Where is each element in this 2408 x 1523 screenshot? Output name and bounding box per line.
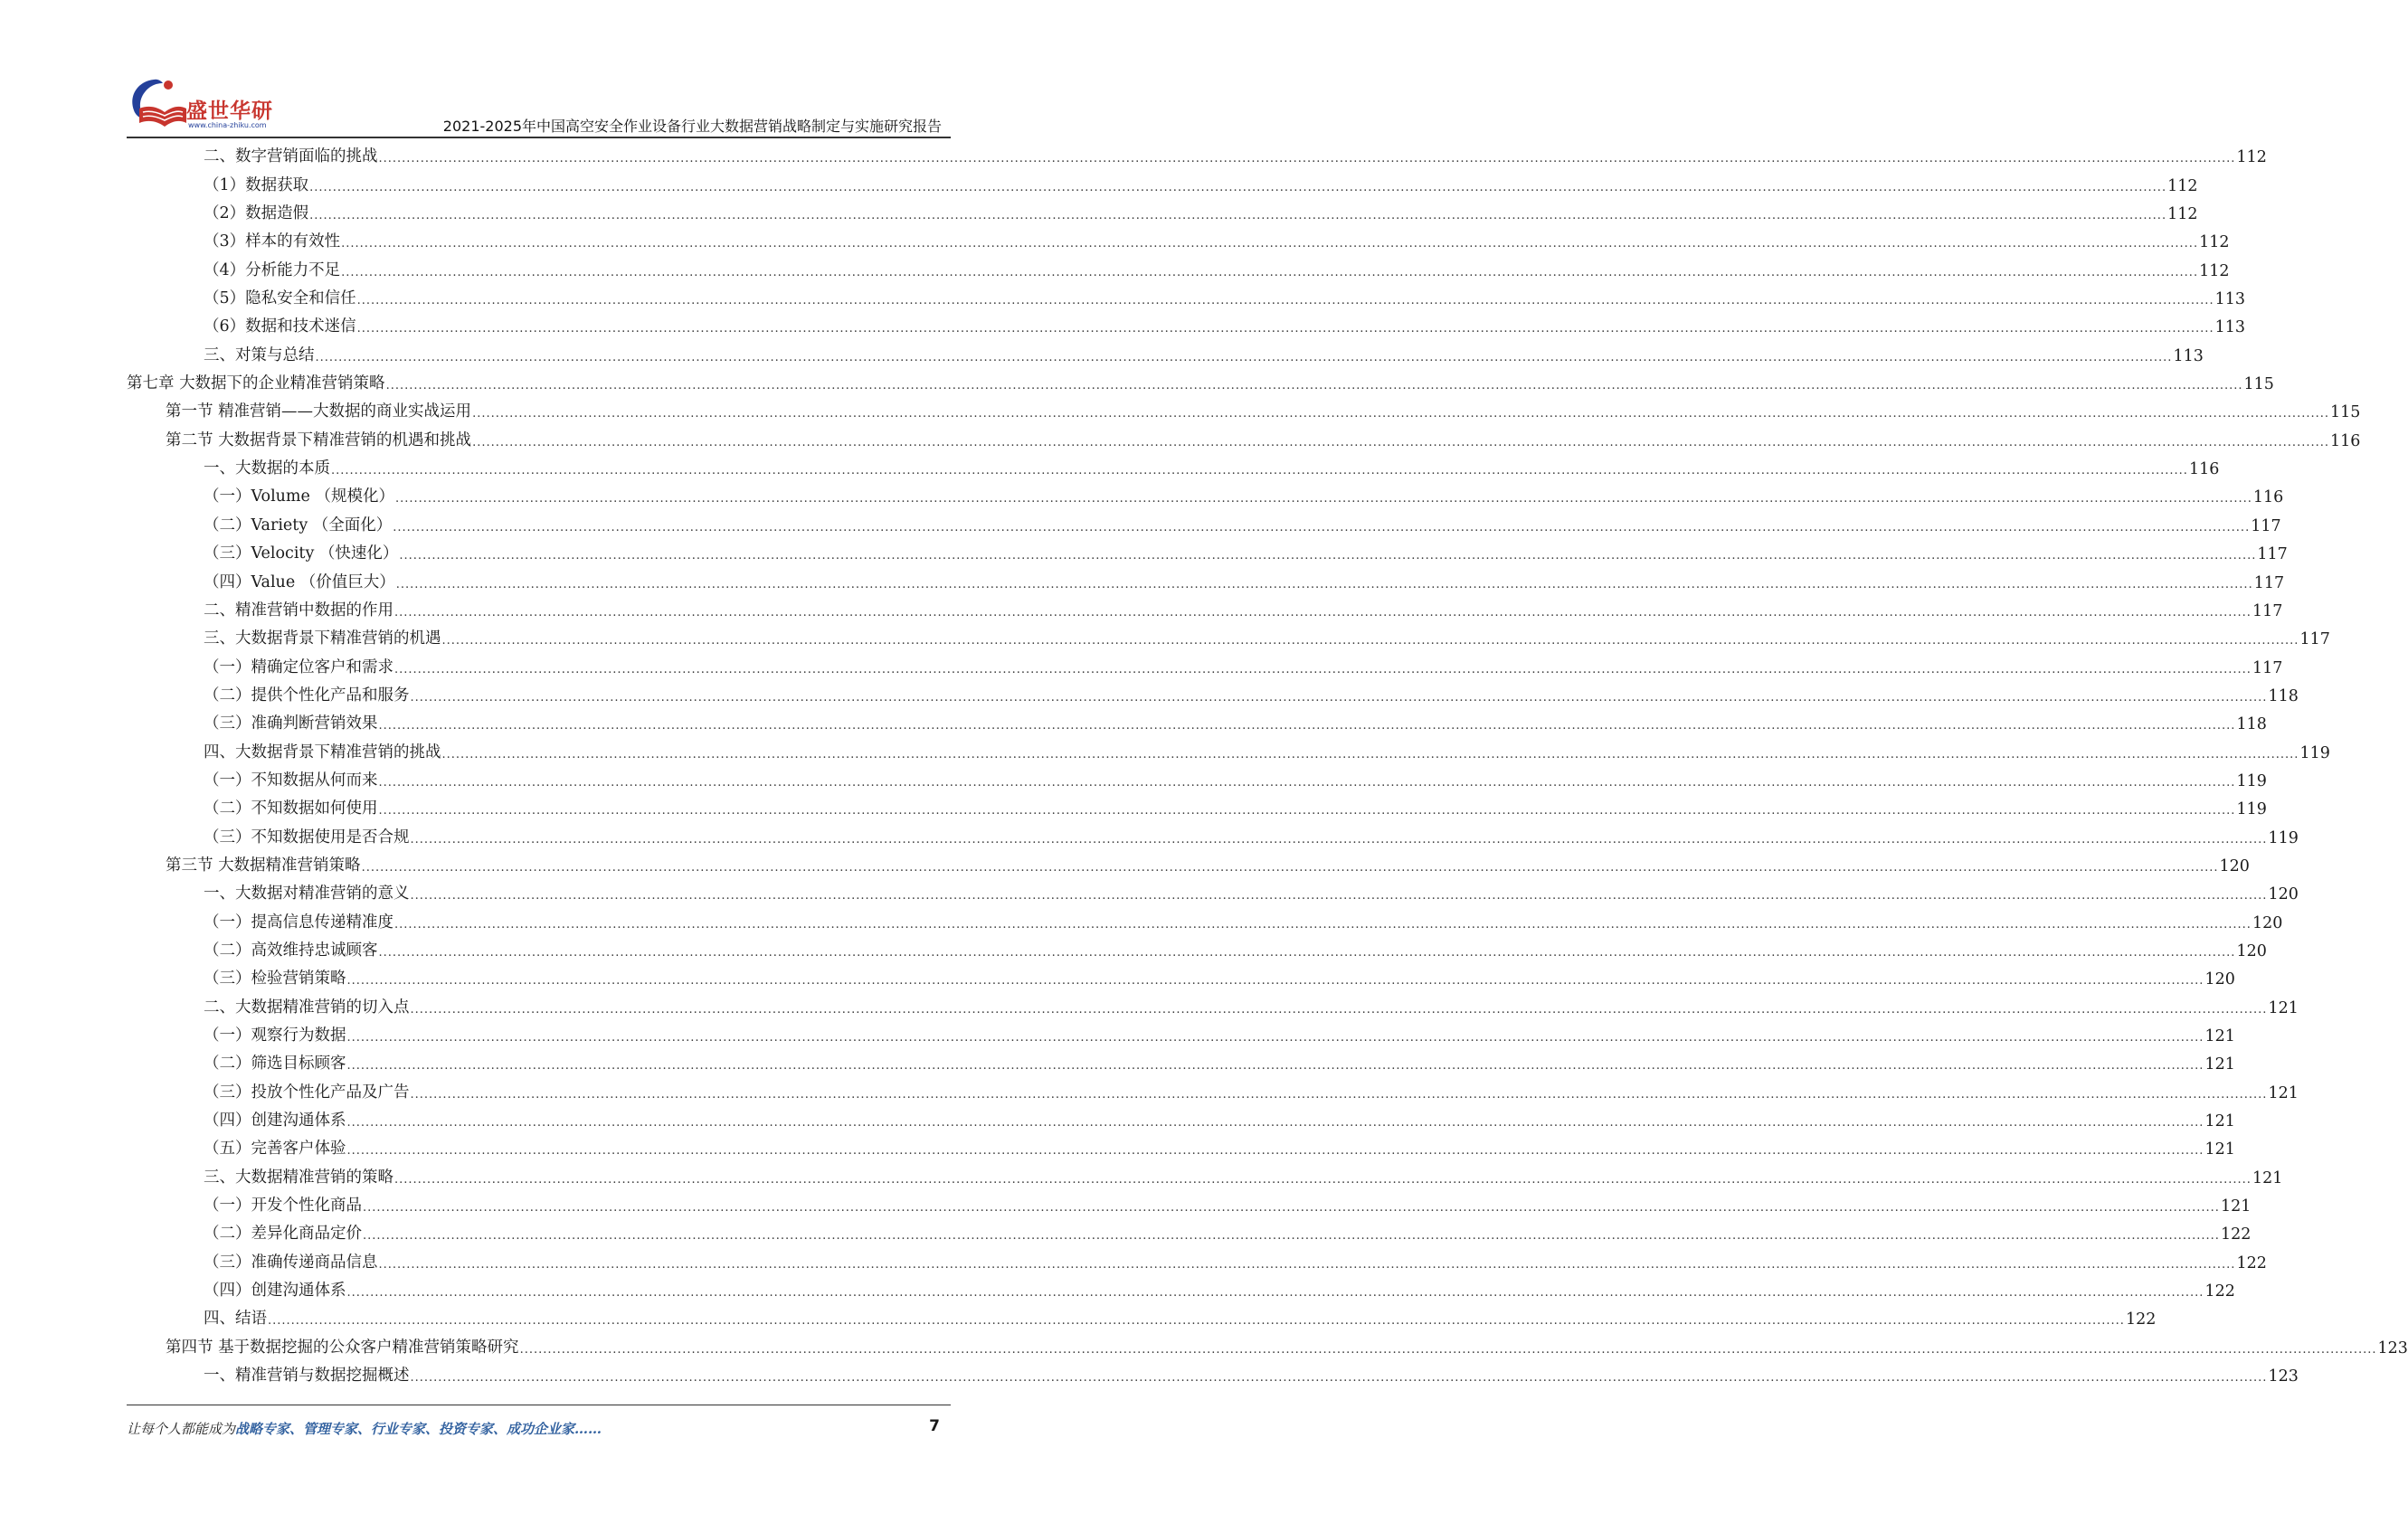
toc-entry-page: 117 <box>2257 545 2288 564</box>
toc-dot-leader: ................................................................................................................................................................................................................................................................................................................................................................................................................ <box>399 549 2257 563</box>
toc-entry-page: 116 <box>2330 431 2361 450</box>
toc-dot-leader: ................................................................................................................................................................................................................................................................................................................................................................................................................ <box>472 435 2329 449</box>
footer-slogan <box>127 1419 602 1438</box>
toc-dot-leader: ................................................................................................................................................................................................................................................................................................................................................................................................................ <box>519 1342 2377 1357</box>
toc-dot-leader: ................................................................................................................................................................................................................................................................................................................................................................................................................ <box>363 1229 2220 1244</box>
toc-entry-page: 121 <box>2204 1027 2235 1045</box>
toc-dot-leader: ................................................................................................................................................................................................................................................................................................................................................................................................................ <box>394 1172 2252 1187</box>
toc-entry-title: （一）不知数据从何而来 <box>204 771 378 790</box>
toc-dot-leader: ................................................................................................................................................................................................................................................................................................................................................................................................................ <box>393 520 2251 534</box>
toc-entry[interactable] <box>127 1247 2267 1275</box>
toc-dot-leader: ................................................................................................................................................................................................................................................................................................................................................................................................................ <box>441 634 2299 648</box>
toc-dot-leader: ................................................................................................................................................................................................................................................................................................................................................................................................................ <box>378 804 2236 818</box>
toc-entry-page: 119 <box>2236 800 2267 819</box>
toc-dot-leader: ................................................................................................................................................................................................................................................................................................................................................................................................................ <box>395 577 2253 591</box>
toc-dot-leader: ................................................................................................................................................................................................................................................................................................................................................................................................................ <box>341 237 2199 251</box>
toc-entry[interactable] <box>127 681 2299 709</box>
toc-dot-leader: ................................................................................................................................................................................................................................................................................................................................................................................................................ <box>378 945 2236 960</box>
toc-entry-page: 122 <box>2204 1282 2235 1301</box>
toc-entry-page: 123 <box>2377 1339 2408 1357</box>
toc-entry[interactable] <box>127 794 2267 822</box>
toc-dot-leader: ................................................................................................................................................................................................................................................................................................................................................................................................................ <box>378 719 2236 733</box>
logo-url: www.china-zhiku.com <box>188 121 267 129</box>
toc-entry[interactable] <box>127 1077 2299 1105</box>
toc-entry-page: 119 <box>2236 771 2267 790</box>
toc-entry-title: （一）开发个性化商品 <box>204 1197 362 1216</box>
toc-entry-title: 三、大数据背景下精准营销的机遇 <box>204 629 441 648</box>
toc-entry[interactable] <box>127 170 2198 198</box>
toc-dot-leader: ................................................................................................................................................................................................................................................................................................................................................................................................................ <box>346 1144 2204 1159</box>
toc-entry-page: 116 <box>2188 460 2220 479</box>
slogan-prefix: 让每个人都能成为 <box>127 1421 236 1437</box>
toc-entry[interactable] <box>127 482 2284 510</box>
toc-entry-title: （四）创建沟通体系 <box>204 1112 346 1130</box>
toc-entry-page: 113 <box>2214 318 2245 337</box>
toc-entry-title: （2）数据造假 <box>204 204 309 223</box>
toc-entry[interactable] <box>127 567 2285 595</box>
toc-entry-title: （一）精确定位客户和需求 <box>204 657 393 676</box>
toc-entry-title: （一）观察行为数据 <box>204 1026 346 1045</box>
report-title: 2021-2025年中国高空安全作业设备行业大数据营销战略制定与实施研究报告 <box>442 118 942 135</box>
toc-entry[interactable] <box>127 709 2267 737</box>
toc-entry-title: 第二节 大数据背景下精准营销的机遇和挑战 <box>166 430 472 449</box>
toc-entry-page: 112 <box>2199 233 2230 252</box>
toc-dot-leader: ................................................................................................................................................................................................................................................................................................................................................................................................................ <box>341 265 2199 279</box>
toc-dot-leader: ................................................................................................................................................................................................................................................................................................................................................................................................................ <box>346 1286 2204 1301</box>
toc-entry-page: 117 <box>2252 658 2283 677</box>
toc-dot-leader: ................................................................................................................................................................................................................................................................................................................................................................................................................ <box>394 605 2252 620</box>
toc-entry[interactable] <box>127 822 2299 850</box>
toc-entry-title: （四）Value （价值巨大） <box>204 572 395 591</box>
toc-entry-title: （二）高效维持忠诚顾客 <box>204 941 378 960</box>
toc-dot-leader: ................................................................................................................................................................................................................................................................................................................................................................................................................ <box>268 1314 2125 1329</box>
toc-entry[interactable] <box>127 227 2230 255</box>
toc-entry[interactable] <box>127 340 2204 368</box>
toc-dot-leader: ................................................................................................................................................................................................................................................................................................................................................................................................................ <box>394 917 2252 932</box>
toc-entry-title: （三）检验营销策略 <box>204 970 346 989</box>
toc-entry-title: 第一节 精准营销——大数据的商业实战运用 <box>166 402 472 421</box>
toc-entry-title: （二）不知数据如何使用 <box>204 799 378 818</box>
company-logo <box>127 74 289 137</box>
toc-entry-title: （四）创建沟通体系 <box>204 1282 346 1301</box>
toc-entry-page: 119 <box>2299 743 2330 762</box>
toc-entry[interactable] <box>127 1332 2408 1360</box>
toc-dot-leader: ................................................................................................................................................................................................................................................................................................................................................................................................................ <box>378 775 2236 790</box>
toc-dot-leader: ................................................................................................................................................................................................................................................................................................................................................................................................................ <box>346 1031 2204 1045</box>
toc-entry-title: （3）样本的有效性 <box>204 232 341 251</box>
toc-dot-leader: ................................................................................................................................................................................................................................................................................................................................................................................................................ <box>346 1059 2204 1074</box>
toc-entry[interactable] <box>127 312 2245 340</box>
toc-dot-leader: ................................................................................................................................................................................................................................................................................................................................................................................................................ <box>315 350 2173 364</box>
toc-dot-leader: ................................................................................................................................................................................................................................................................................................................................................................................................................ <box>410 1002 2268 1017</box>
toc-dot-leader: ................................................................................................................................................................................................................................................................................................................................................................................................................ <box>410 1371 2268 1386</box>
toc-entry-title: （一）提高信息传递精准度 <box>204 913 393 932</box>
toc-entry-page: 120 <box>2236 941 2267 960</box>
page-header <box>0 0 1077 136</box>
toc-entry-title: 四、大数据背景下精准营销的挑战 <box>204 743 441 762</box>
toc-entry-page: 121 <box>2252 1168 2283 1187</box>
toc-entry-title: 一、大数据的本质 <box>204 459 330 478</box>
toc-entry-page: 120 <box>2219 856 2250 875</box>
toc-entry-page: 121 <box>2220 1197 2252 1216</box>
toc-entry[interactable] <box>127 652 2283 680</box>
toc-entry[interactable] <box>127 369 2274 397</box>
toc-entry-title: （二）筛选目标顾客 <box>204 1055 346 1074</box>
toc-entry[interactable] <box>127 907 2283 935</box>
toc-entry-page: 117 <box>2251 516 2281 535</box>
toc-entry-title: （二）Variety （全面化） <box>204 516 393 534</box>
toc-entry-page: 120 <box>2268 885 2299 904</box>
toc-entry-page: 119 <box>2268 828 2299 847</box>
toc-entry-title: 第七章 大数据下的企业精准营销策略 <box>127 374 385 393</box>
toc-entry-page: 118 <box>2268 686 2299 705</box>
toc-entry[interactable] <box>127 879 2299 907</box>
toc-dot-leader: ................................................................................................................................................................................................................................................................................................................................................................................................................ <box>410 1087 2268 1102</box>
toc-entry-title: （五）完善客户体验 <box>204 1140 346 1159</box>
toc-entry-title: 三、大数据精准营销的策略 <box>204 1168 393 1187</box>
toc-entry[interactable] <box>127 1049 2235 1077</box>
toc-dot-leader: ................................................................................................................................................................................................................................................................................................................................................................................................................ <box>394 492 2252 506</box>
toc-entry-title: 二、数字营销面临的挑战 <box>204 147 378 166</box>
toc-entry-title: （二）差异化商品定价 <box>204 1225 362 1244</box>
toc-entry[interactable] <box>127 1304 2157 1332</box>
toc-dot-leader: ................................................................................................................................................................................................................................................................................................................................................................................................................ <box>361 860 2219 875</box>
toc-entry-title: 二、大数据精准营销的切入点 <box>204 998 410 1017</box>
toc-entry[interactable] <box>127 766 2267 794</box>
toc-entry-page: 112 <box>2167 205 2198 224</box>
toc-entry-title: 二、精准营销中数据的作用 <box>204 601 393 620</box>
toc-dot-leader: ................................................................................................................................................................................................................................................................................................................................................................................................................ <box>363 1201 2220 1216</box>
toc-entry[interactable] <box>127 1191 2252 1219</box>
toc-entry-page: 115 <box>2243 375 2274 394</box>
toc-entry-page: 117 <box>2252 601 2283 620</box>
toc-entry-title: 第四节 基于数据挖掘的公众客户精准营销策略研究 <box>166 1338 519 1357</box>
toc-entry[interactable] <box>127 510 2281 538</box>
toc-entry-title: （1）数据获取 <box>204 175 309 194</box>
toc-entry[interactable] <box>127 454 2220 482</box>
table-of-contents <box>127 142 2408 1389</box>
toc-entry-page: 122 <box>2125 1310 2157 1329</box>
toc-dot-leader: ................................................................................................................................................................................................................................................................................................................................................................................................................ <box>378 152 2236 166</box>
toc-entry-page: 113 <box>2214 290 2245 309</box>
toc-dot-leader: ................................................................................................................................................................................................................................................................................................................................................................................................................ <box>385 379 2243 393</box>
toc-entry-title: 三、对策与总结 <box>204 345 315 364</box>
toc-entry[interactable] <box>127 596 2283 624</box>
toc-entry-page: 121 <box>2204 1055 2235 1074</box>
toc-dot-leader: ................................................................................................................................................................................................................................................................................................................................................................................................................ <box>309 209 2167 223</box>
toc-dot-leader: ................................................................................................................................................................................................................................................................................................................................................................................................................ <box>410 832 2268 847</box>
toc-entry-page: 121 <box>2268 1083 2299 1102</box>
toc-dot-leader: ................................................................................................................................................................................................................................................................................................................................................................................................................ <box>410 690 2268 705</box>
toc-entry[interactable] <box>127 539 2288 567</box>
toc-entry[interactable] <box>127 255 2230 283</box>
toc-entry-title: （三）准确判断营销效果 <box>204 714 378 733</box>
toc-entry-page: 120 <box>2252 913 2283 932</box>
toc-entry-page: 112 <box>2167 176 2198 195</box>
toc-entry[interactable] <box>127 142 2267 170</box>
toc-entry-page: 113 <box>2173 346 2204 365</box>
toc-entry[interactable] <box>127 1276 2235 1304</box>
toc-entry[interactable] <box>127 964 2235 992</box>
toc-dot-leader: ................................................................................................................................................................................................................................................................................................................................................................................................................ <box>394 662 2252 676</box>
toc-entry-title: （一）Volume （规模化） <box>204 487 394 506</box>
toc-entry-page: 123 <box>2268 1367 2299 1386</box>
toc-entry[interactable] <box>127 397 2361 425</box>
toc-entry-title: （三）准确传递商品信息 <box>204 1253 378 1272</box>
toc-entry-title: 一、精准营销与数据挖掘概述 <box>204 1367 410 1386</box>
toc-entry-title: （二）提供个性化产品和服务 <box>204 686 410 705</box>
toc-entry-page: 112 <box>2236 148 2267 167</box>
toc-entry-page: 121 <box>2268 998 2299 1017</box>
toc-entry[interactable] <box>127 425 2361 453</box>
toc-dot-leader: ................................................................................................................................................................................................................................................................................................................................................................................................................ <box>356 322 2214 336</box>
toc-entry[interactable] <box>127 1134 2235 1162</box>
toc-entry[interactable] <box>127 624 2330 652</box>
toc-dot-leader: ................................................................................................................................................................................................................................................................................................................................................................................................................ <box>378 1257 2236 1272</box>
toc-entry-title: 第三节 大数据精准营销策略 <box>166 856 361 875</box>
toc-dot-leader: ................................................................................................................................................................................................................................................................................................................................................................................................................ <box>410 889 2268 903</box>
toc-entry[interactable] <box>127 1106 2235 1134</box>
toc-entry[interactable] <box>127 851 2250 879</box>
toc-entry[interactable] <box>127 737 2330 765</box>
toc-dot-leader: ................................................................................................................................................................................................................................................................................................................................................................................................................ <box>472 407 2329 421</box>
toc-entry[interactable] <box>127 199 2198 227</box>
toc-entry-page: 115 <box>2330 403 2361 422</box>
toc-entry-page: 122 <box>2236 1253 2267 1272</box>
toc-entry-title: 一、大数据对精准营销的意义 <box>204 884 410 903</box>
toc-entry-title: （6）数据和技术迷信 <box>204 317 356 336</box>
toc-entry-title: （5）隐私安全和信任 <box>204 289 356 308</box>
toc-entry-title: （三）Velocity （快速化） <box>204 544 399 563</box>
toc-dot-leader: ................................................................................................................................................................................................................................................................................................................................................................................................................ <box>346 974 2204 989</box>
toc-dot-leader: ................................................................................................................................................................................................................................................................................................................................................................................................................ <box>356 294 2214 308</box>
toc-entry-page: 118 <box>2236 715 2267 734</box>
toc-entry[interactable] <box>127 1219 2252 1247</box>
page-number: 7 <box>929 1417 940 1435</box>
toc-dot-leader: ................................................................................................................................................................................................................................................................................................................................................................................................................ <box>441 747 2299 762</box>
toc-entry-page: 116 <box>2252 488 2284 507</box>
toc-entry-page: 121 <box>2204 1112 2235 1131</box>
toc-entry[interactable] <box>127 1361 2299 1389</box>
toc-entry-title: （三）投放个性化产品及广告 <box>204 1083 410 1102</box>
toc-entry[interactable] <box>127 936 2267 964</box>
toc-entry-title: 四、结语 <box>204 1310 267 1329</box>
toc-dot-leader: ................................................................................................................................................................................................................................................................................................................................................................................................................ <box>309 180 2167 194</box>
toc-entry[interactable] <box>127 1021 2235 1049</box>
toc-entry-page: 112 <box>2199 261 2230 280</box>
toc-entry-page: 117 <box>2253 573 2285 592</box>
toc-dot-leader: ................................................................................................................................................................................................................................................................................................................................................................................................................ <box>346 1116 2204 1130</box>
toc-entry-title: （4）分析能力不足 <box>204 260 341 279</box>
toc-entry-page: 120 <box>2204 970 2235 989</box>
toc-dot-leader: ................................................................................................................................................................................................................................................................................................................................................................................................................ <box>331 464 2188 478</box>
toc-entry[interactable] <box>127 284 2245 312</box>
toc-entry[interactable] <box>127 992 2299 1020</box>
logo-book-icon <box>127 74 190 134</box>
toc-entry-page: 121 <box>2204 1140 2235 1159</box>
toc-entry-page: 122 <box>2220 1225 2252 1244</box>
slogan-highlight: 战略专家、管理专家、行业专家、投资专家、成功企业家…… <box>235 1421 602 1437</box>
header-divider <box>127 137 951 138</box>
toc-entry-title: （三）不知数据使用是否合规 <box>204 828 410 847</box>
toc-entry-page: 117 <box>2299 630 2330 649</box>
logo-name: 盛世华研 <box>186 99 273 123</box>
toc-entry[interactable] <box>127 1162 2283 1190</box>
